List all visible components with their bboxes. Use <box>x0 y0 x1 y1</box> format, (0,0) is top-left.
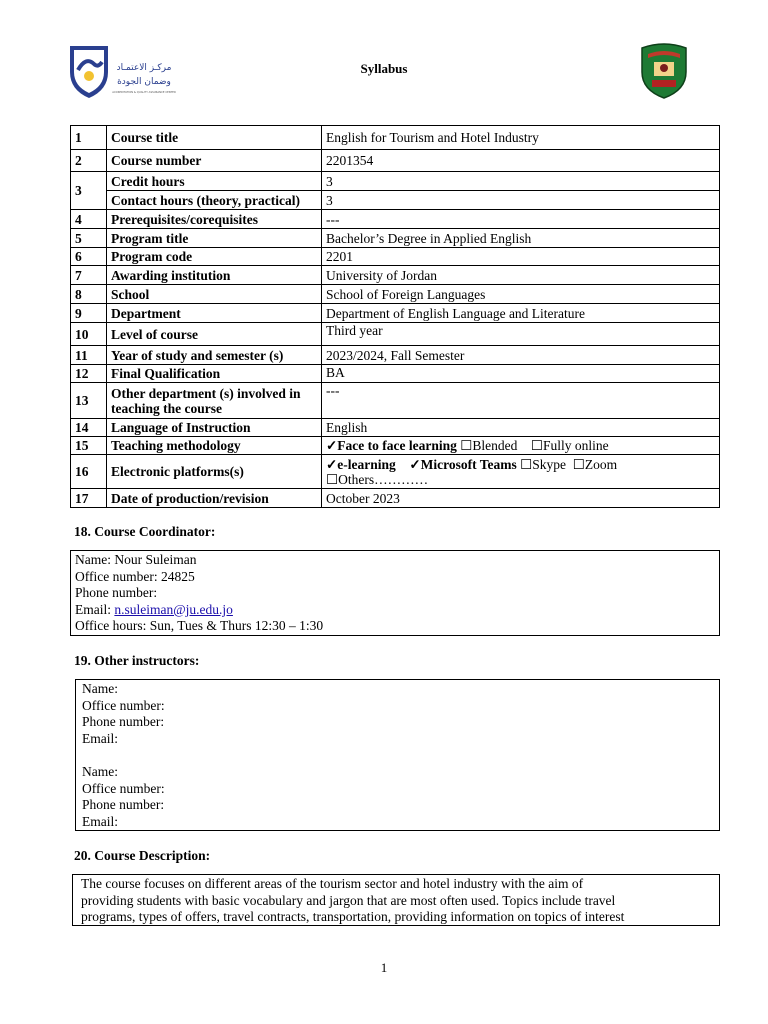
skype-checkbox: ☐Skype <box>520 456 566 472</box>
teaching-methodology-options <box>322 437 720 455</box>
table-row: Contact hours (theory, practical) 3 <box>71 191 720 210</box>
table-row: 12 Final Qualification BA <box>71 365 720 383</box>
fully-online-checkbox: ☐Fully online <box>530 438 609 453</box>
microsoft-teams-checkbox: ✓Microsoft Teams <box>409 456 517 472</box>
page-number: 1 <box>380 960 388 975</box>
svg-text:وضمان الجودة: وضمان الجودة <box>117 77 171 87</box>
course-description-line: programs, types of offers, travel contracts, transportation, providing information on topics of interest <box>81 909 625 925</box>
instructor-phone-number: Phone number: <box>82 797 165 813</box>
elearning-checkbox: ✓e-learning <box>326 456 396 472</box>
instructor-name: Name: <box>82 681 118 696</box>
instructor-office-number: Office number: <box>82 780 165 796</box>
face-to-face-checkbox: ✓Face to face learning <box>326 438 457 453</box>
blended-checkbox: ☐Blended <box>460 438 518 453</box>
table-row: 4 Prerequisites/corequisites --- <box>71 210 720 229</box>
instructor-phone-number: Phone number: <box>82 714 165 730</box>
coordinator-name: Name: Nour Suleiman <box>75 552 197 567</box>
instructor-office-number: Office number: <box>82 697 165 713</box>
instructor-email: Email: <box>82 730 118 746</box>
others-checkbox: ☐Others………… <box>326 471 429 487</box>
svg-text:مركـز الاعتمـاد: مركـز الاعتمـاد <box>116 63 172 73</box>
table-row: 7 Awarding institution University of Jordan <box>71 266 720 285</box>
coordinator-email-line: Email: n.suleiman@ju.edu.jo <box>75 601 233 617</box>
table-row: 2 Course number 2201354 <box>71 150 720 172</box>
table-row: 5 Program title Bachelor’s Degree in Applied English <box>71 229 720 248</box>
coordinator-office-number: Office number: 24825 <box>75 568 195 584</box>
other-instructors-box <box>75 679 720 831</box>
course-coordinator-heading: 18. Course Coordinator: <box>74 524 216 539</box>
course-description-heading: 20. Course Description: <box>74 848 211 863</box>
table-row: 14 Language of Instruction English <box>71 419 720 437</box>
table-row: 3 Credit hours 3 <box>71 172 720 191</box>
table-row: 10 Level of course Third year <box>71 323 720 346</box>
electronic-platform-options <box>322 455 720 489</box>
zoom-checkbox: ☐Zoom <box>572 456 618 472</box>
table-row: 13 Other department (s) involved in teaching the course --- <box>71 383 720 419</box>
course-coordinator-box <box>70 550 720 636</box>
document-title: Syllabus <box>360 61 408 76</box>
other-instructors-heading: 19. Other instructors: <box>74 653 200 668</box>
table-row: 17 Date of production/revision October 2023 <box>71 489 720 508</box>
table-row: 16 Electronic platforms(s) ✓e-learning ✓Microsoft Teams ☐Skype ☐Zoom ☐Others………… <box>71 455 720 489</box>
university-of-jordan-logo <box>640 42 688 100</box>
svg-text:ACCREDITATION & QUALITY ASSURA: ACCREDITATION & QUALITY ASSURANCE CENTER <box>112 91 176 94</box>
instructor-name: Name: <box>82 763 118 779</box>
course-description-line: providing students with basic vocabulary and jargon that are most often used. Topics include travel <box>81 892 616 908</box>
table-row: 9 Department Department of English Language and Literature <box>71 304 720 323</box>
table-row: 1 Course title English for Tourism and Hotel Industry <box>71 126 720 150</box>
course-description-line: The course focuses on different areas of the tourism sector and hotel industry with the aim of <box>81 876 584 891</box>
coordinator-phone-number: Phone number: <box>75 585 158 601</box>
table-row: 11 Year of study and semester (s) 2023/2024, Fall Semester <box>71 346 720 365</box>
instructor-email: Email: <box>82 813 118 829</box>
coordinator-email-link[interactable]: n.suleiman@ju.edu.jo <box>114 601 233 617</box>
course-description-box <box>72 874 720 926</box>
course-info-table <box>70 125 720 508</box>
table-row: 6 Program code 2201 <box>71 248 720 266</box>
table-row: 8 School School of Foreign Languages <box>71 285 720 304</box>
coordinator-office-hours: Office hours: Sun, Tues & Thurs 12:30 – 1:30 <box>75 618 324 634</box>
table-row: 15 Teaching methodology ✓Face to face learning ☐Blended ☐Fully online <box>71 437 720 455</box>
